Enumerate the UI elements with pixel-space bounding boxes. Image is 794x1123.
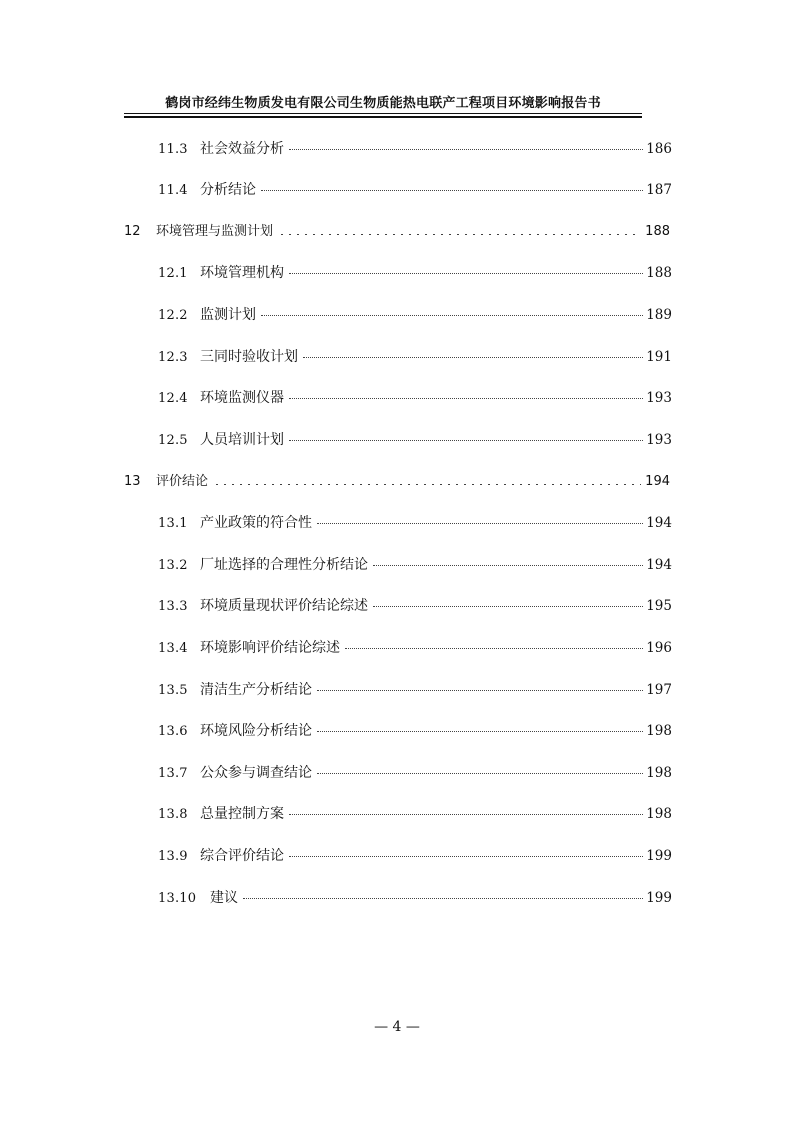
toc-leader <box>289 272 643 274</box>
toc-entry-12-1[interactable] <box>158 262 672 282</box>
header-rule-thick <box>124 116 642 118</box>
toc-leader <box>243 897 643 899</box>
toc-page-number: 194 <box>645 474 670 489</box>
toc-number: 12 <box>124 224 141 239</box>
toc-number: 13.4 <box>158 641 188 656</box>
toc-number: 13.1 <box>158 516 188 531</box>
toc-entry-13-3[interactable] <box>158 595 672 615</box>
toc-title: 社会效益分析 <box>200 141 284 157</box>
toc-page-number: 193 <box>646 390 672 406</box>
report-header-title: 鹤岗市经纬生物质发电有限公司生物质能热电联产工程项目环境影响报告书 <box>165 96 601 111</box>
toc-number: 13.9 <box>158 849 188 864</box>
toc-leader <box>261 189 643 191</box>
toc-page-number: 187 <box>646 182 672 198</box>
header-rule-thin <box>124 113 642 114</box>
toc-entry-13-8[interactable] <box>158 803 672 823</box>
toc-title: 环境监测仪器 <box>200 390 284 406</box>
toc-title: 产业政策的符合性 <box>200 515 312 531</box>
toc-page-number: 198 <box>646 723 672 739</box>
toc-title: 综合评价结论 <box>200 848 284 864</box>
toc-entry-13-2[interactable] <box>158 554 672 574</box>
toc-title: 环境影响评价结论综述 <box>200 640 340 656</box>
toc-number: 13.5 <box>158 683 188 698</box>
toc-title: 三同时验收计划 <box>200 349 298 365</box>
toc-entry-13-9[interactable] <box>158 845 672 865</box>
toc-title: 监测计划 <box>200 307 256 323</box>
toc-title: 环境质量现状评价结论综述 <box>200 598 368 614</box>
toc-title: 评价结论 <box>156 474 209 489</box>
toc-leader <box>213 473 641 485</box>
toc-page-number: 199 <box>646 890 672 906</box>
toc-title: 环境管理与监测计划 <box>156 224 274 239</box>
toc-entry-12-5[interactable] <box>158 429 672 449</box>
toc-chapter-12[interactable] <box>124 220 670 239</box>
toc-leader <box>317 522 643 524</box>
toc-page-number: 194 <box>646 515 672 531</box>
toc-leader <box>278 223 641 235</box>
toc-leader <box>289 397 643 399</box>
toc-entry-13-5[interactable] <box>158 679 672 699</box>
toc-entry-13-6[interactable] <box>158 720 672 740</box>
toc-number: 12.1 <box>158 266 188 281</box>
toc-title: 总量控制方案 <box>200 806 284 822</box>
toc-title: 厂址选择的合理性分析结论 <box>200 557 368 573</box>
toc-entry-12-2[interactable] <box>158 304 672 324</box>
toc-title: 环境风险分析结论 <box>200 723 312 739</box>
toc-leader <box>261 314 643 316</box>
toc-number: 13.10 <box>158 891 197 906</box>
toc-entry-13-10[interactable] <box>158 887 672 907</box>
toc-leader <box>303 356 643 358</box>
toc-title: 公众参与调查结论 <box>200 765 312 781</box>
toc-page-number: 186 <box>646 141 672 157</box>
toc-title: 建议 <box>210 890 238 906</box>
toc-page-number: 188 <box>646 265 672 281</box>
toc-page-number: 199 <box>646 848 672 864</box>
toc-leader <box>373 564 643 566</box>
toc-page-number: 194 <box>646 557 672 573</box>
toc-leader <box>289 148 643 150</box>
toc-number: 11.4 <box>158 183 188 198</box>
toc-title: 分析结论 <box>200 182 256 198</box>
toc-page-number: 188 <box>645 224 670 239</box>
toc-page-number: 195 <box>646 598 672 614</box>
toc-leader <box>317 772 643 774</box>
toc-number: 13.3 <box>158 599 188 614</box>
page-number-footer: — 4 — <box>374 1019 420 1035</box>
toc-entry-11-3[interactable] <box>158 138 672 158</box>
toc-number: 11.3 <box>158 142 188 157</box>
toc-entry-13-7[interactable] <box>158 762 672 782</box>
toc-page-number: 189 <box>646 307 672 323</box>
toc-page-number: 198 <box>646 765 672 781</box>
toc-entry-13-4[interactable] <box>158 637 672 657</box>
toc-leader <box>289 855 643 857</box>
toc-leader <box>289 813 643 815</box>
toc-entry-13-1[interactable] <box>158 512 672 532</box>
toc-number: 12.3 <box>158 350 188 365</box>
toc-entry-11-4[interactable] <box>158 179 672 199</box>
toc-number: 12.4 <box>158 391 188 406</box>
toc-page-number: 191 <box>646 349 672 365</box>
toc-number: 12.2 <box>158 308 188 323</box>
toc-title: 人员培训计划 <box>200 432 284 448</box>
toc-number: 13 <box>124 474 141 489</box>
toc-page-number: 198 <box>646 806 672 822</box>
toc-title: 环境管理机构 <box>200 265 284 281</box>
toc-chapter-13[interactable] <box>124 470 670 489</box>
toc-leader <box>289 439 643 441</box>
toc-number: 13.8 <box>158 807 188 822</box>
toc-number: 13.6 <box>158 724 188 739</box>
toc-title: 清洁生产分析结论 <box>200 682 312 698</box>
toc-page-number: 193 <box>646 432 672 448</box>
toc-entry-12-3[interactable] <box>158 346 672 366</box>
toc-leader <box>317 730 643 732</box>
toc-page-number: 196 <box>646 640 672 656</box>
toc-page-number: 197 <box>646 682 672 698</box>
toc-leader <box>317 689 643 691</box>
toc-number: 12.5 <box>158 433 188 448</box>
toc-entry-12-4[interactable] <box>158 387 672 407</box>
toc-leader <box>373 605 643 607</box>
toc-leader <box>345 647 643 649</box>
toc-number: 13.7 <box>158 766 188 781</box>
toc-number: 13.2 <box>158 558 188 573</box>
